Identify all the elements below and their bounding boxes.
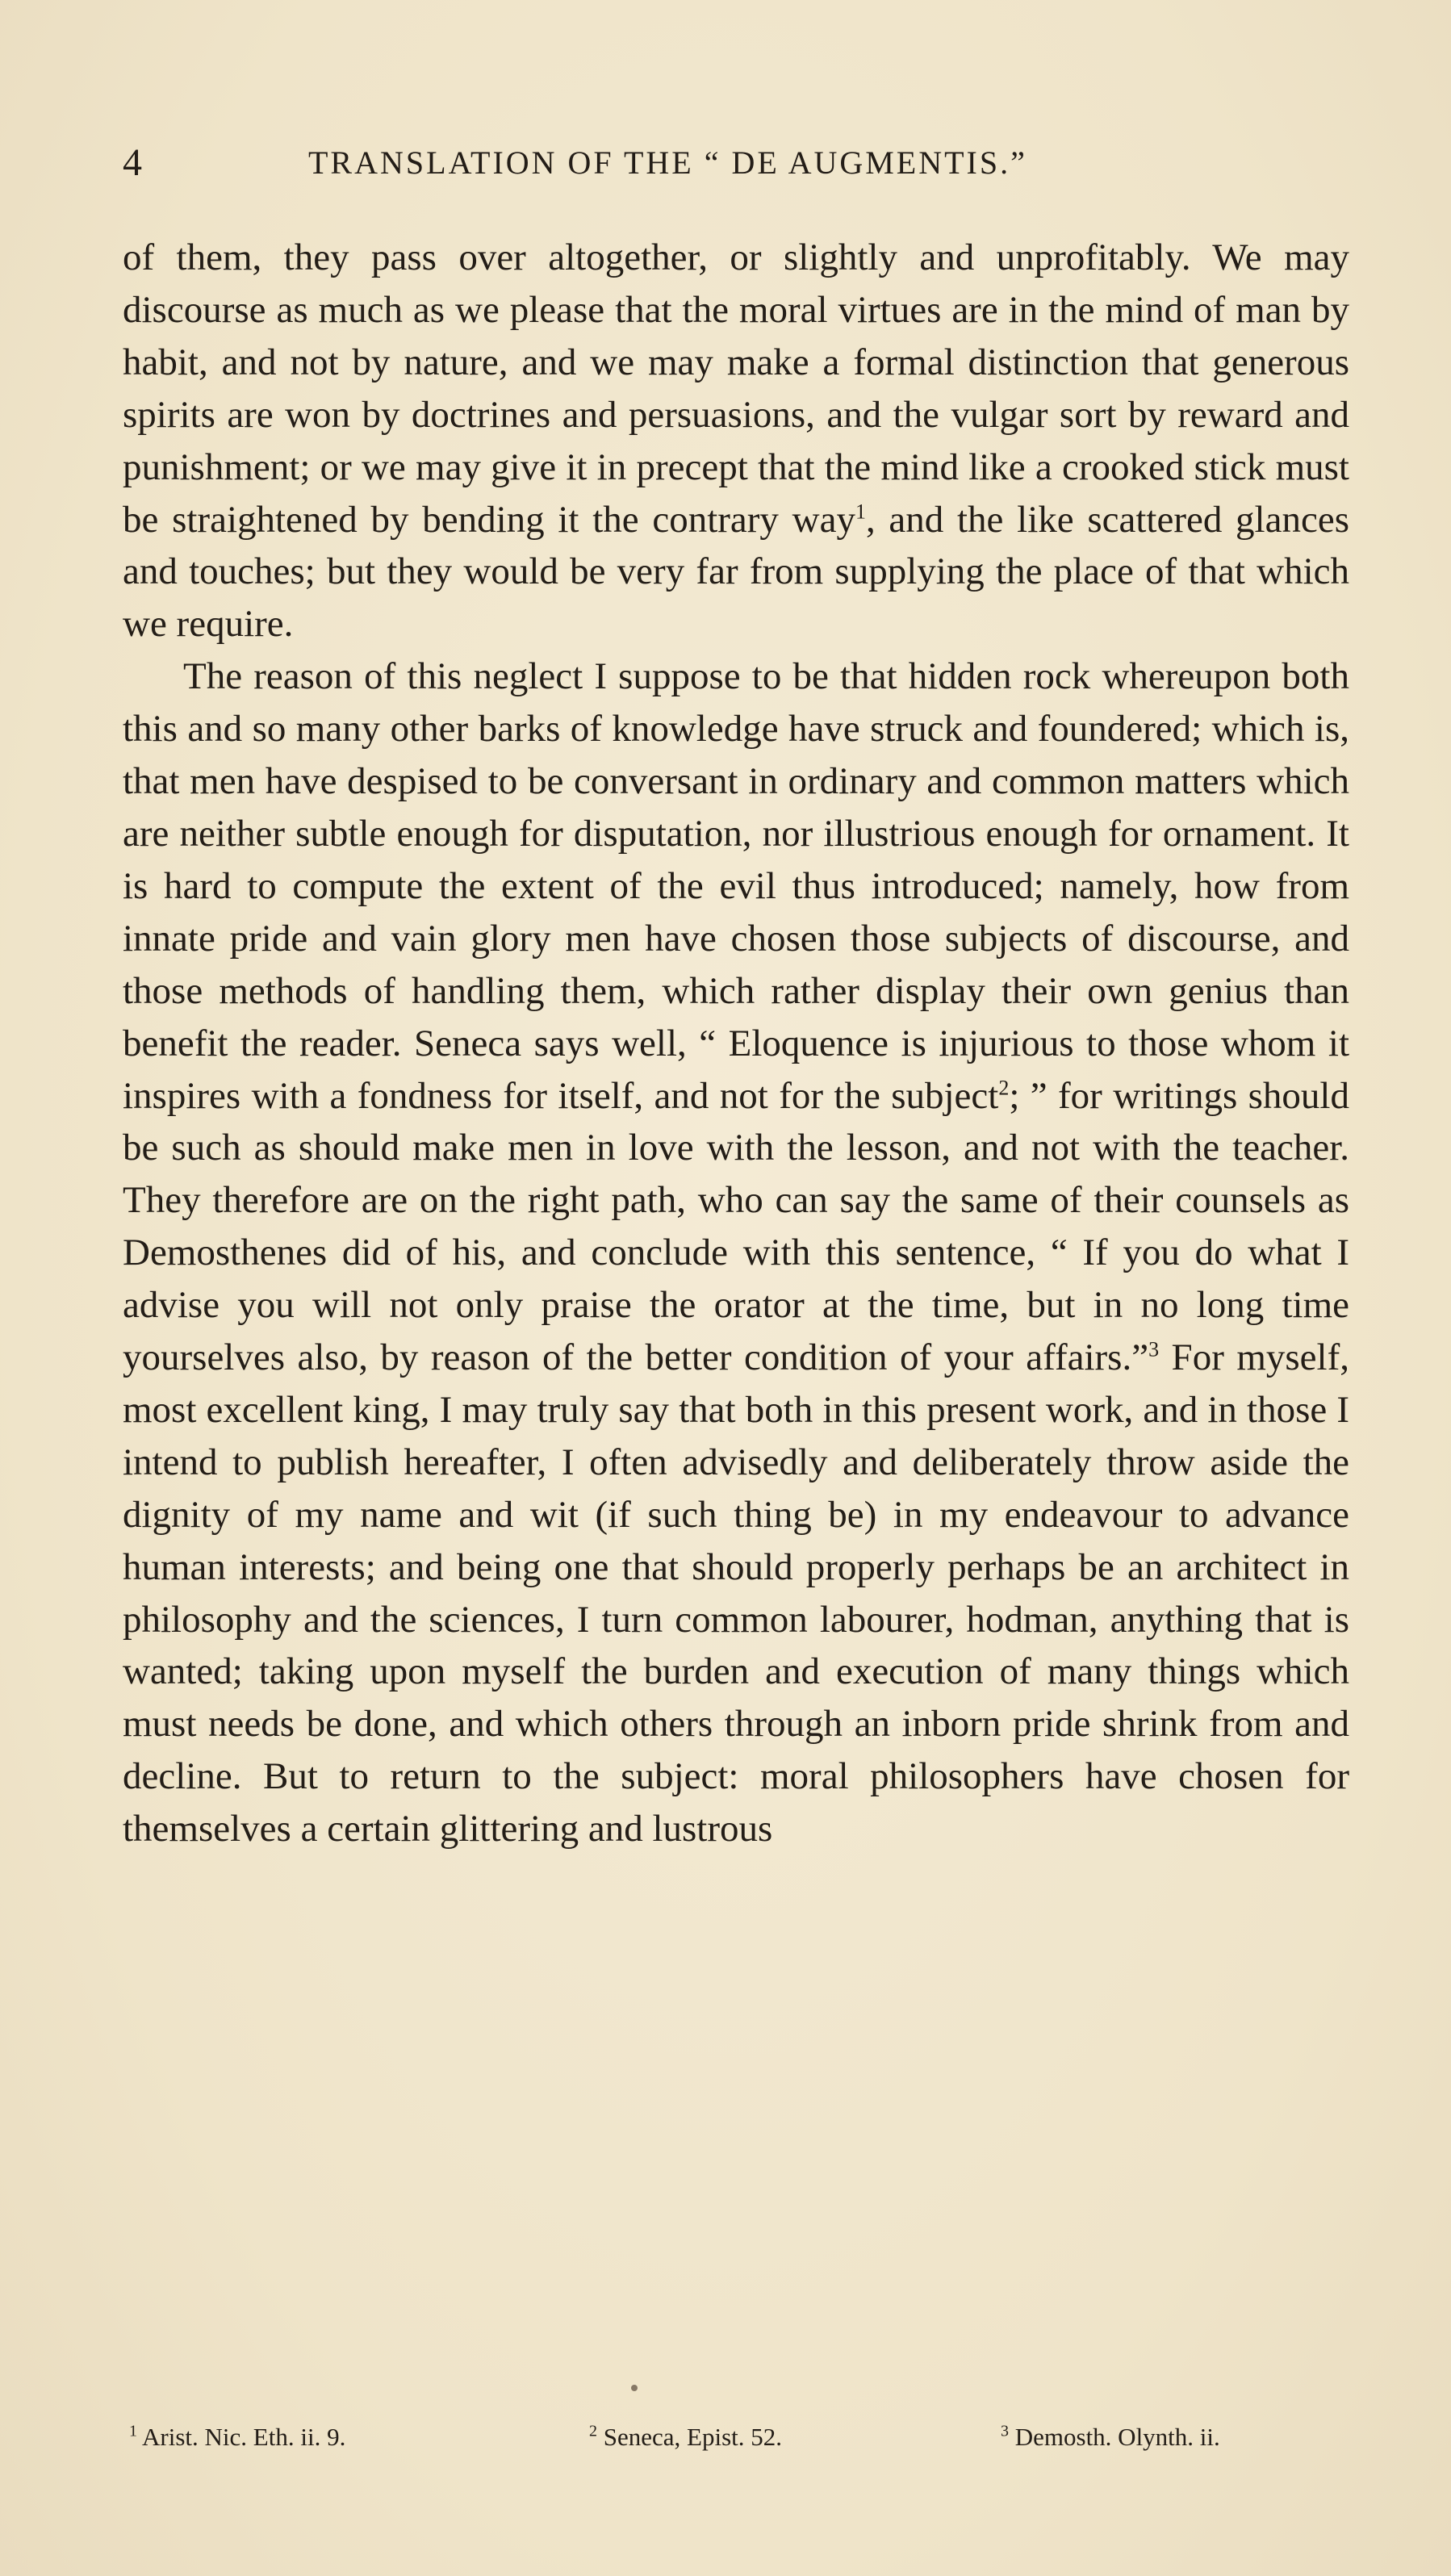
footnotes bbox=[129, 2417, 1348, 2457]
paragraph-continued bbox=[123, 232, 1349, 650]
paragraph-text: For myself, most excellent king, I may truly say that both in this present work, and in those I intend to publish hereafter, I often advisedly and deliberately throw aside the dignity of my name and wit (if such thing be) in my endeavour to advance human interests; and being one that should properly perhaps be an architect in philosophy and the sciences, I turn common labourer, hodman, anything that is wanted; taking upon myself the burden and execution of many things which must needs be done, and which others through an inborn pride shrink from and decline. But to return to the subject: moral philosophers have chosen for themselves a certain glittering and lustrous bbox=[123, 1336, 1349, 1850]
footnote-ref: 3 bbox=[1148, 1337, 1160, 1361]
footnote-ref: 1 bbox=[855, 499, 866, 523]
paragraph-text: of them, they pass over altogether, or slightly and unprofitably. We may discourse as much as we please that the moral virtues are in the mind of man by habit, and not by nature, and we may make a formal distinction that generous spirits are won by doctrines and persuasions, and the vulgar sort by reward and punishment; or we may give it in precept that the mind like a crooked stick must be straightened by bending it the contrary way bbox=[123, 236, 1349, 541]
body-text bbox=[123, 232, 1349, 1855]
paragraph-text: , and the like scattered glances and touches; but they would be very far from supplying the place of that which we require. bbox=[123, 498, 1349, 646]
footnote-ref: 2 bbox=[998, 1075, 1010, 1099]
footnote bbox=[589, 2417, 782, 2457]
paragraph-text: ; ” for writings should be such as should make men in love with the lesson, and not with the teacher. They therefore are on the right path, who can say the same of their counsels as Demosthenes did of his, and conclude with this sentence, “ If you do what I advise you will not only praise the orator at the time, but in no long time yourselves also, by reason of the better condition of your affairs.” bbox=[123, 1074, 1349, 1379]
footnote-mark: 1 bbox=[129, 2422, 137, 2440]
paragraph-text: The reason of this neglect I suppose to be that hidden rock whereupon both this and so many other barks of knowledge have struck and foundered; which is, that men have despised to be conversant in ordinary and common matters which are neither subtle enough for disputation, nor illustrious enough for ornament. It is hard to compute the extent of the evil thus introduced; namely, how from innate pride and vain glory men have chosen those subjects of discourse, and those methods of handling them, which rather display their own genius than benefit the reader. Seneca says well, “ Eloquence is injurious to those whom it inspires with a fondness for itself, and not for the subject bbox=[123, 655, 1349, 1117]
running-title: TRANSLATION OF THE “ DE AUGMENTIS.” bbox=[308, 144, 1027, 181]
footnote bbox=[129, 2417, 345, 2457]
ink-speck bbox=[631, 2385, 638, 2391]
footnote-text: Arist. Nic. Eth. ii. 9. bbox=[142, 2423, 346, 2451]
page-number: 4 bbox=[123, 141, 144, 184]
footnote-mark: 2 bbox=[589, 2422, 597, 2440]
footnote bbox=[1001, 2417, 1220, 2457]
footnote-mark: 3 bbox=[1001, 2422, 1009, 2440]
footnote-text: Demosth. Olynth. ii. bbox=[1014, 2423, 1220, 2451]
paragraph bbox=[123, 650, 1349, 1855]
footnote-text: Seneca, Epist. 52. bbox=[603, 2423, 783, 2451]
running-head bbox=[123, 139, 1333, 187]
